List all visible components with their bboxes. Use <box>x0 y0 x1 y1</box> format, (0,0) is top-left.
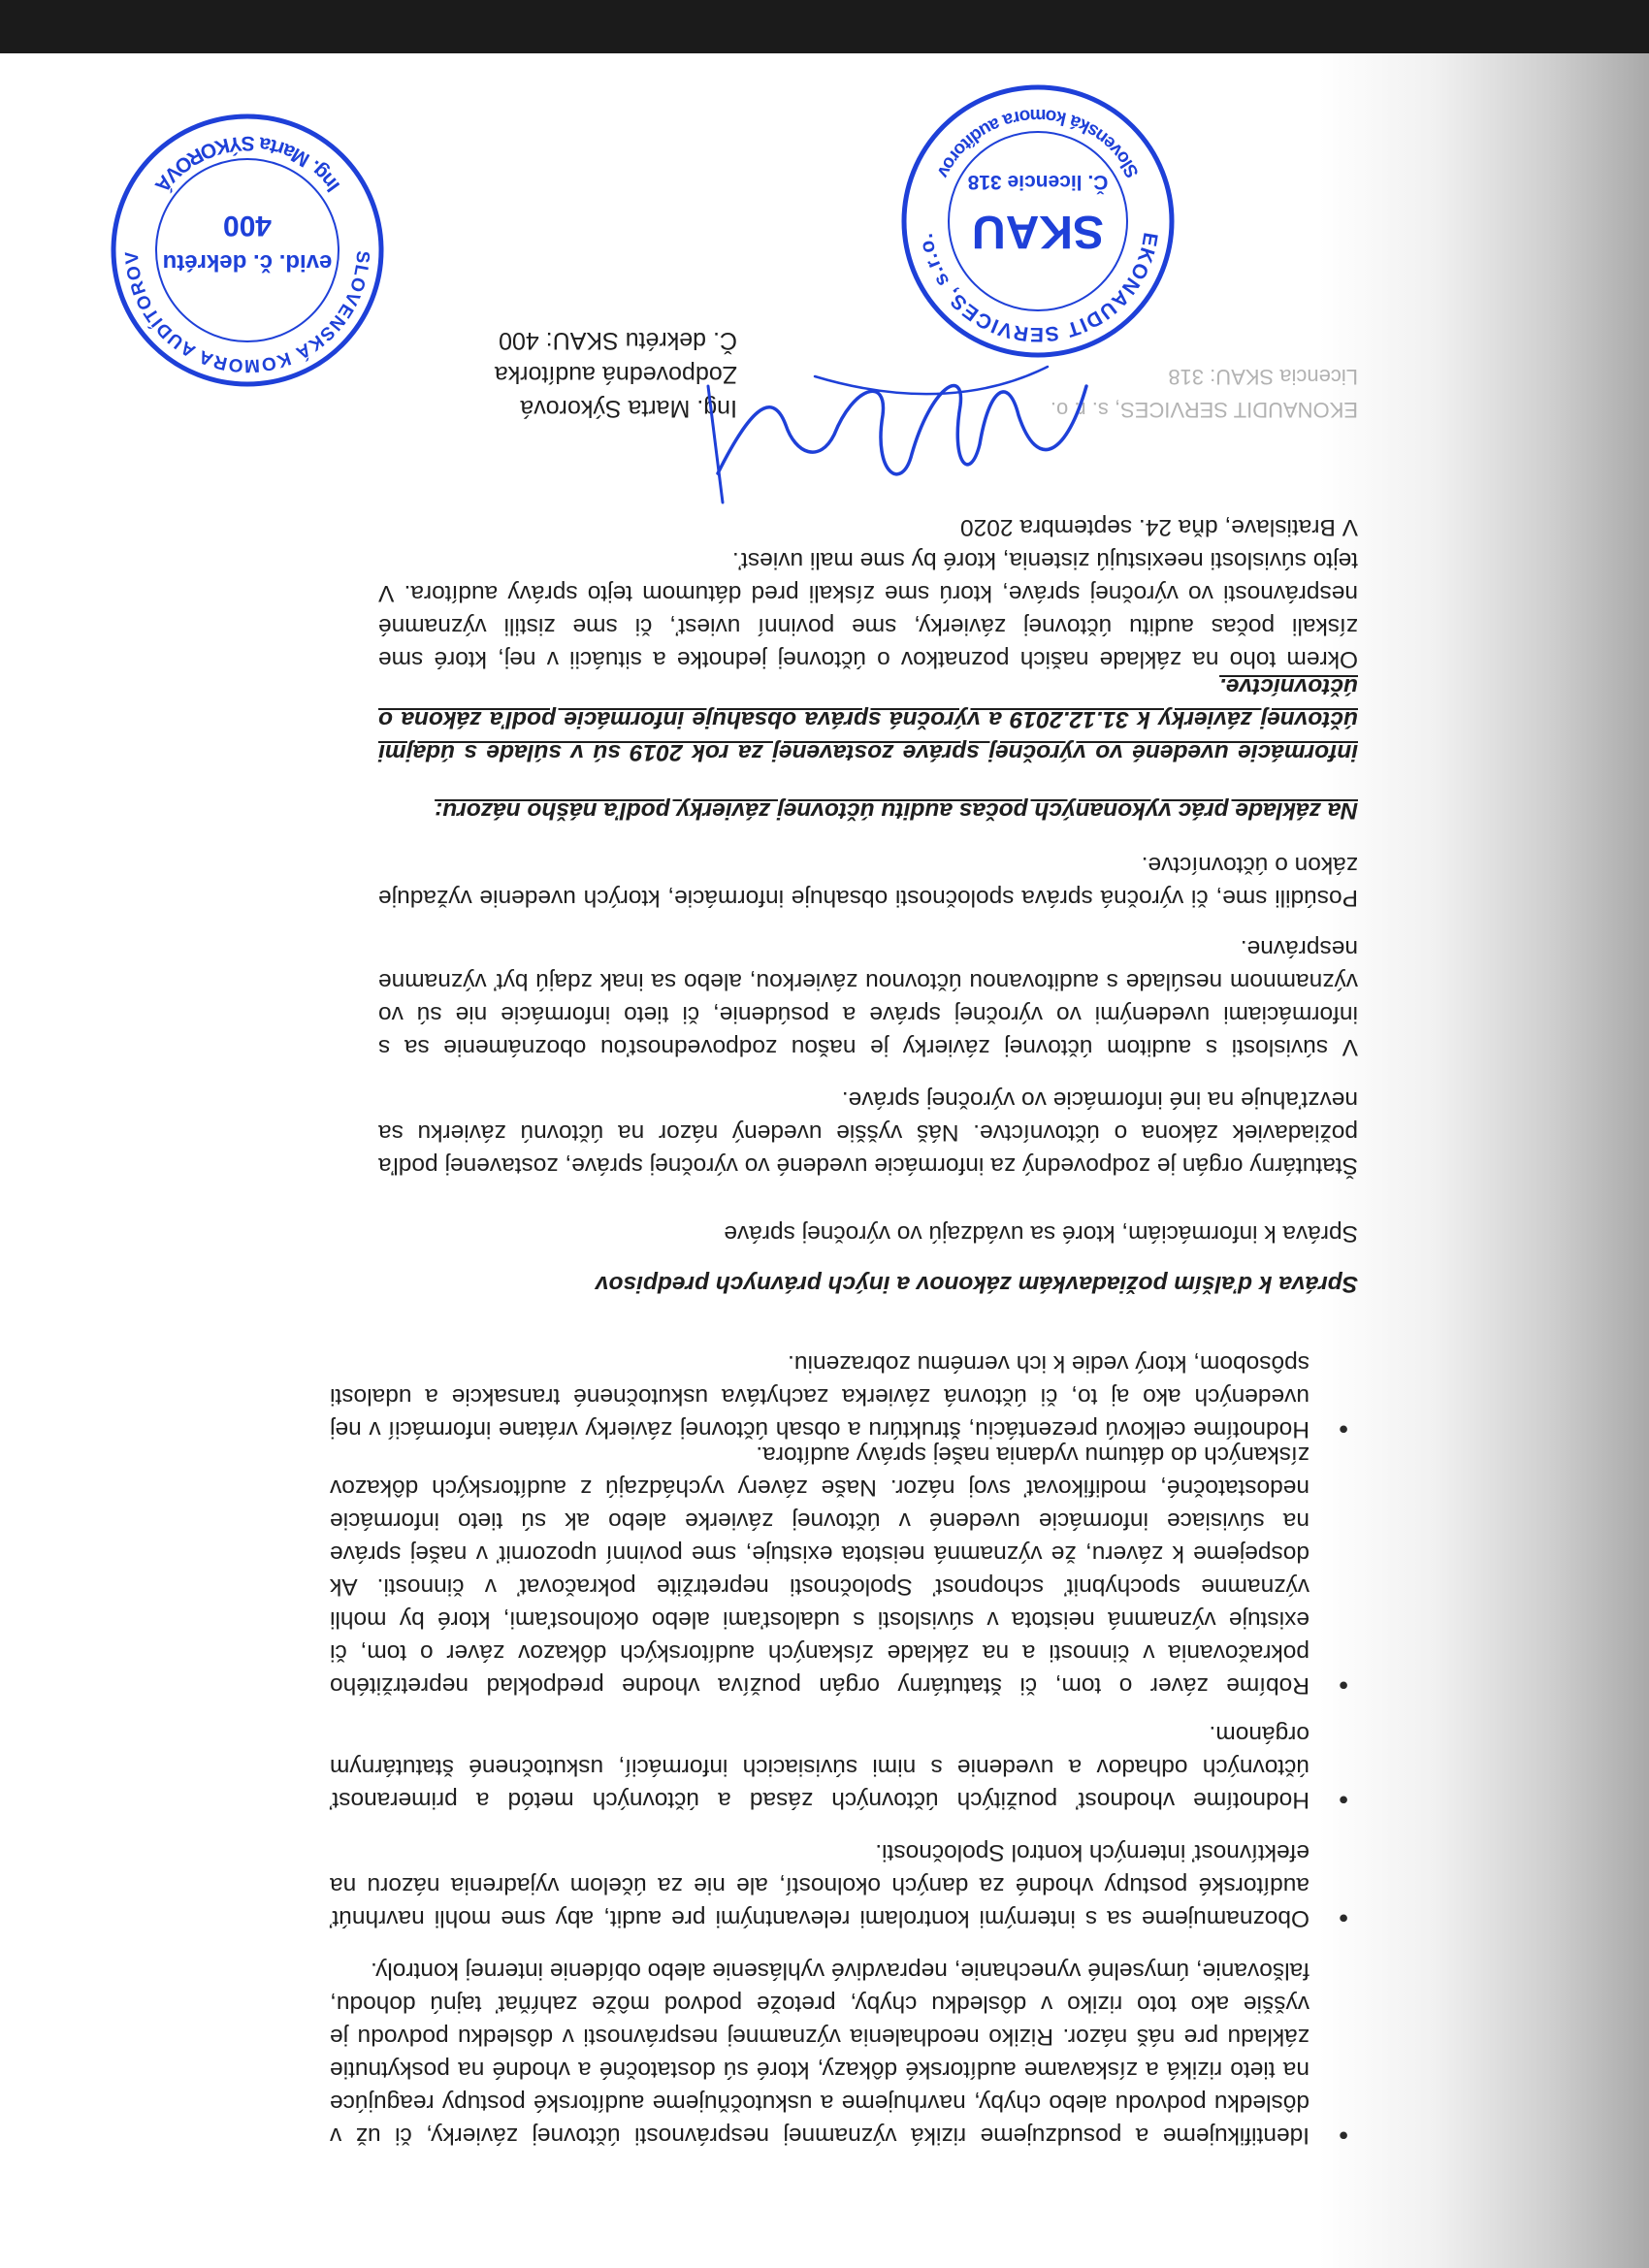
para-assessment: Posúdili sme, či výročná správa spoločnosti obsahuje informácie, ktorých uvedenie vyžaduje zákon o účtovníctve. <box>378 852 1358 911</box>
auditor-name: Ing. Marta Sýkorová <box>520 395 737 422</box>
opinion-heading: Na základe prác vykonaných počas auditu účtovnej závierky podľa nášho názoru: <box>435 797 1358 824</box>
auditor-stamp-ring-bottom: Ing. Marta SÝKOROVÁ <box>149 131 345 197</box>
bullet-internal-controls: • Oboznamujeme sa s internými kontrolami relevantnými pre audit, aby sme mohli navrhnúť audítorské postupy vhodné za daných okolností, ale nie za účelom vyjadrenia názoru na efektívnosť interných kontrol Spoločnosti. <box>330 1835 1358 1934</box>
para-knowledge: Okrem toho na základe našich poznatkov o účtovnej jednotke a situácii v nej, ktoré sme získali počas auditu účtovnej závierky, sme povinní uviesť, či sme zistili významné nesprávnosti vo výročnej správe, ktorú sme získali pred dátumom tejto správy audítora. V tejto súvislosti neexistujú zistenia, ktoré by sme mali uviesť. <box>378 547 1358 672</box>
opinion-bold: informácie uvedené vo výročnej správe zostavenej za rok 2019 sú v súlade s údajmi účtovnej závierky k 31.12.2019 a výročná správa obsahuje informácie podľa zákona o účtovníctve. <box>378 673 1358 765</box>
company-stamp <box>897 81 1179 362</box>
company-stamp-ring-bottom: Slovenská komora audítorov <box>932 104 1144 181</box>
scanned-page <box>0 53 1649 2268</box>
company-stamp-licence: Č. licencie 318 <box>967 171 1109 193</box>
signature-stroke <box>718 386 1086 474</box>
auditor-stamp-center: evid. č. dekrétu <box>162 249 333 275</box>
auditor-role: Zodpovedná audítorka <box>494 361 737 388</box>
bullet-going-concern: • Robíme záver o tom, či štatutárny orgán používa vhodne predpoklad nepretržitého pokračovania v činnosti a na základe získaných audítorských dôkazov záver o tom, či existuje významná neistota v súvislosti s udalosťami alebo okolnosťami, ktoré by mohli významne spochybniť schopnosť Spoločnosti nepretržite pokračovať v činnosti. Ak dospejeme k záveru, že významná neistota existuje, sme povinní upozorniť v našej správe na súvisiace informácie uvedené v účtovnej závierke alebo ak sú tieto informácie nedostatočné, modifikovať svoj názor. Naše závery vychádzajú z audítorských dôkazov získaných do dátumu vydania našej správy audítora. <box>330 1438 1358 1701</box>
svg-text:Ing. Marta SÝKOROVÁ <box>150 132 344 196</box>
signature-tick <box>708 386 723 502</box>
company-stamp-ring-top: EKONAUDIT SERVICES, s.r.o. <box>914 231 1162 346</box>
signature-flourish <box>815 367 1048 394</box>
para-audit-responsibility: V súvislosti s auditom účtovnej závierky je našou zodpovednosťou oboznámenie sa s informáciami uvedenými vo výročnej správe a posúdenie, či tieto informácie nie sú vo významnom nesúlade s auditovanou účtovnou závierkou, alebo sa inak zdajú byť významne nesprávne. <box>378 935 1358 1060</box>
handwritten-signature <box>698 338 1106 532</box>
auditor-decree: Č. dekrétu SKAU: 400 <box>499 327 737 354</box>
section-heading: Správa k ďalším požiadavkám zákonov a iných právnych predpisov <box>595 1271 1358 1297</box>
company-stamp-center: SKAU <box>971 206 1105 257</box>
auditor-stamp-ring-top: SLOVENSKÁ KOMORA AUDÍTOROV <box>121 249 373 376</box>
para-statutory: Štatutárny orgán je zodpovedný za informácie uvedené vo výročnej správe, zostavenej podľa požiadaviek zákona o účtovníctve. Náš vyššie uvedený názor na účtovnú závierku sa nevzťahuje na iné informácie vo výročnej správe. <box>378 1086 1358 1179</box>
bullet-risks: • Identifikujeme a posudzujeme riziká významnej nesprávnosti účtovnej závierky, či už v dôsledku podvodu alebo chyby, navrhujeme a uskutočňujeme audítorské postupy reagujúce na tieto riziká a získavame audítorské dôkazy, ktoré sú dostatočné a vhodné na poskytnutie základu pre náš názor. Riziko neodhalenia významnej nesprávnosti v dôsledku podvodu je vyššie ako toto riziko v dôsledku chyby, pretože podvod môže zahŕňať tajnú dohodu, falšovanie, úmyselné vynechanie, nepravdivé vyhlásenie alebo obídenie internej kontroly. <box>330 1954 1358 2152</box>
firm-licence: Licencia SKAU: 318 <box>1168 365 1358 389</box>
firm-name: EKONAUDIT SERVICES, s. r. o. <box>1050 398 1358 422</box>
page-content-rotated <box>0 53 1649 2268</box>
auditor-stamp-number: 400 <box>222 210 273 242</box>
section-heading-sub: Správa k informáciám, ktoré sa uvádzajú vo výročnej správe <box>724 1220 1358 1247</box>
bullet-accounting-policies: • Hodnotíme vhodnosť použitých účtovných zásad a účtovných metód a primeranosť účtovných odhadov a uvedenie s nimi súvisiacich informácií, uskutočnené štatutárnym orgánom. <box>330 1717 1358 1816</box>
place-date: V Bratislave, dňa 24. septembra 2020 <box>960 514 1358 540</box>
auditor-stamp <box>107 110 388 391</box>
bullet-presentation: • Hodnotíme celkovú prezentáciu, štruktúru a obsah účtovnej závierky vrátane informácií v nej uvedených ako aj to, či účtovná závierka zachytáva uskutočnené transakcie a udalosti spôsobom, ktorý vedie k ich vernému zobrazeniu. <box>330 1346 1358 1445</box>
